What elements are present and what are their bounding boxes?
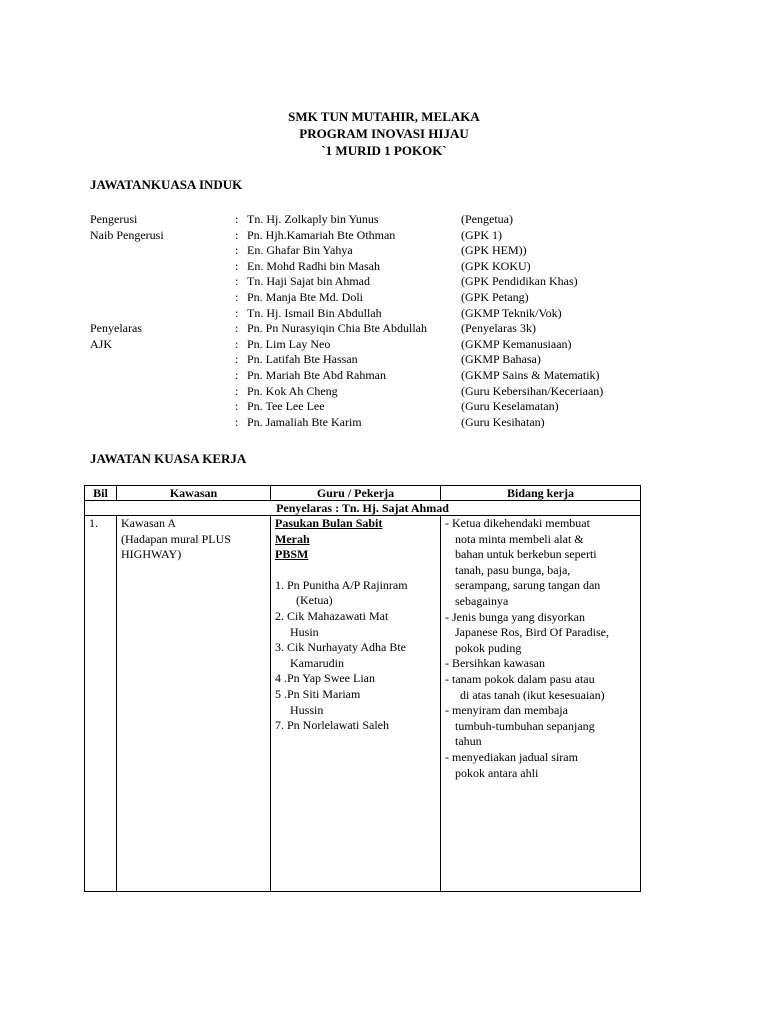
- committee-name: Pn. Manja Bte Md. Doli: [247, 290, 363, 304]
- committee-row: [90, 351, 730, 367]
- committee-name: Tn. Haji Sajat bin Ahmad: [247, 274, 370, 289]
- member-line: Husin: [290, 624, 319, 639]
- member-line: Kamarudin: [290, 655, 344, 670]
- member-line: 2. Cik Mahazawati Mat: [275, 608, 389, 623]
- committee-row: [90, 320, 730, 336]
- committee-name: Pn. Kok Ah Cheng: [247, 383, 338, 398]
- committee-row: [90, 289, 730, 305]
- committee-post: (GKMP Sains & Matematik): [461, 368, 600, 382]
- kawasan-line: HIGHWAY): [121, 547, 182, 562]
- header-bil: Bil: [85, 486, 117, 501]
- member-line: Hussin: [290, 702, 324, 717]
- task-line: bahan untuk berkebun seperti: [455, 547, 597, 562]
- committee-post: (GPK Petang): [461, 290, 529, 304]
- committee-row: [90, 336, 730, 352]
- committee-colon: :: [235, 399, 239, 414]
- committee-name: En. Ghafar Bin Yahya: [247, 243, 353, 258]
- team-abbr: PBSM: [275, 547, 309, 562]
- task-line: nota minta membeli alat &: [455, 531, 584, 546]
- task-line: pokok antara ahli: [455, 765, 539, 780]
- committee-post: (GPK KOKU): [461, 258, 531, 273]
- title-line-3: `1 MURID 1 POKOK`: [321, 143, 447, 158]
- committee-name: Pn. Mariah Bte Abd Rahman: [247, 368, 386, 382]
- committee-post: (Guru Kesihatan): [461, 414, 545, 429]
- task-line: serampang, sarung tangan dan: [455, 578, 601, 593]
- committee-colon: :: [235, 352, 239, 367]
- committee-colon: :: [235, 305, 239, 320]
- committee-name: Pn. Latifah Bte Hassan: [247, 352, 358, 367]
- header-kawasan: Kawasan: [117, 486, 271, 501]
- committee-post: (GKMP Teknik/Vok): [461, 305, 562, 320]
- task-line: sebagainya: [455, 593, 509, 608]
- work-committee-table: [84, 485, 641, 892]
- row-kawasan: [117, 516, 271, 892]
- committee-post: (GKMP Bahasa): [461, 352, 541, 367]
- committee-row: [90, 227, 730, 243]
- task-line: tahun: [455, 734, 482, 749]
- committee-role: Pengerusi: [90, 212, 138, 226]
- committee-colon: :: [235, 212, 239, 226]
- task-line: pokok puding: [455, 640, 522, 655]
- committee-row: [90, 273, 730, 289]
- committee-post: (GPK HEM)): [461, 243, 527, 258]
- committee-colon: :: [235, 414, 239, 429]
- committee-colon: :: [235, 336, 239, 351]
- header-guru: Guru / Pekerja: [271, 486, 441, 501]
- committee-name: Pn. Pn Nurasyiqin Chia Bte Abdullah: [247, 321, 427, 336]
- kawasan-line: (Hadapan mural PLUS: [121, 531, 231, 546]
- committee-colon: :: [235, 368, 239, 382]
- task-line: - menyiram dan membaja: [445, 703, 568, 718]
- member-line: 3. Cik Nurhayaty Adha Bte: [275, 640, 406, 655]
- committee-name: Tn. Hj. Zolkaply bin Yunus: [247, 212, 379, 226]
- title-line-1: SMK TUN MUTAHIR, MELAKA: [288, 109, 480, 124]
- committee-colon: :: [235, 383, 239, 398]
- committee-name: Pn. Tee Lee Lee: [247, 399, 325, 414]
- title-line-2: PROGRAM INOVASI HIJAU: [299, 126, 469, 141]
- committee-row: [90, 383, 730, 399]
- table-row: [85, 516, 641, 892]
- task-line: - menyediakan jadual siram: [445, 749, 578, 764]
- task-line: tumbuh-tumbuhan sepanjang: [455, 718, 595, 733]
- row-guru: [271, 516, 441, 892]
- committee-name: Tn. Hj. Ismail Bin Abdullah: [247, 305, 382, 320]
- committee-post: (GPK 1): [461, 227, 502, 242]
- committee-role: Penyelaras: [90, 321, 142, 336]
- committee-post: (GPK Pendidikan Khas): [461, 274, 578, 289]
- committee-role: AJK: [90, 336, 113, 351]
- committee-row: [90, 305, 730, 321]
- table-header-row: [85, 486, 641, 501]
- task-line: tanah, pasu bunga, baja,: [455, 562, 571, 577]
- committee-row: [90, 367, 730, 383]
- section-heading-induk: JAWATANKUASA INDUK: [90, 177, 243, 192]
- committee-post: (Guru Keselamatan): [461, 399, 559, 414]
- row-bil: 1.: [85, 516, 117, 892]
- member-line: 5 .Pn Siti Mariam: [275, 686, 361, 701]
- team-name: Pasukan Bulan Sabit: [275, 516, 383, 530]
- member-line: 1. Pn Punitha A/P Rajinram: [275, 577, 408, 592]
- task-line: - tanam pokok dalam pasu atau: [445, 671, 595, 686]
- member-line: 4 .Pn Yap Swee Lian: [275, 671, 376, 686]
- section-heading-kerja: JAWATAN KUASA KERJA: [90, 451, 247, 466]
- committee-colon: :: [235, 274, 239, 289]
- committee-name: Pn. Lim Lay Neo: [247, 336, 331, 351]
- kawasan-line: Kawasan A: [121, 516, 176, 530]
- committee-colon: :: [235, 258, 239, 273]
- team-name: Merah: [275, 531, 310, 546]
- document-title: [0, 108, 768, 159]
- committee-post: (Penyelaras 3k): [461, 321, 536, 336]
- member-line: 7. Pn Norlelawati Saleh: [275, 718, 389, 733]
- committee-colon: :: [235, 227, 239, 242]
- committee-row: [90, 242, 730, 258]
- committee-row: [90, 258, 730, 274]
- committee-name: En. Mohd Radhi bin Masah: [247, 258, 380, 273]
- committee-colon: :: [235, 243, 239, 258]
- task-line: - Bersihkan kawasan: [445, 656, 545, 671]
- penyelaras-row: [85, 501, 641, 516]
- penyelaras-cell: Penyelaras : Tn. Hj. Sajat Ahmad: [85, 501, 641, 516]
- committee-post: (GKMP Kemanusiaan): [461, 336, 572, 351]
- task-line: - Ketua dikehendaki membuat: [445, 516, 590, 530]
- header-bidang: Bidang kerja: [441, 486, 641, 501]
- row-bidang: [441, 516, 641, 892]
- committee-post: (Pengetua): [461, 212, 513, 226]
- committee-post: (Guru Kebersihan/Keceriaan): [461, 383, 604, 398]
- task-line: Japanese Ros, Bird Of Paradise,: [455, 625, 609, 640]
- committee-colon: :: [235, 290, 239, 304]
- committee-row: [90, 211, 730, 227]
- task-line: di atas tanah (ikut kesesuaian): [460, 687, 605, 702]
- committee-row: [90, 398, 730, 414]
- committee-name: Pn. Jamaliah Bte Karim: [247, 414, 362, 429]
- task-line: - Jenis bunga yang disyorkan: [445, 609, 585, 624]
- member-line: (Ketua): [296, 593, 333, 608]
- committee-role: Naib Pengerusi: [90, 227, 164, 242]
- committee-colon: :: [235, 321, 239, 336]
- committee-row: [90, 414, 730, 430]
- committee-name: Pn. Hjh.Kamariah Bte Othman: [247, 227, 396, 242]
